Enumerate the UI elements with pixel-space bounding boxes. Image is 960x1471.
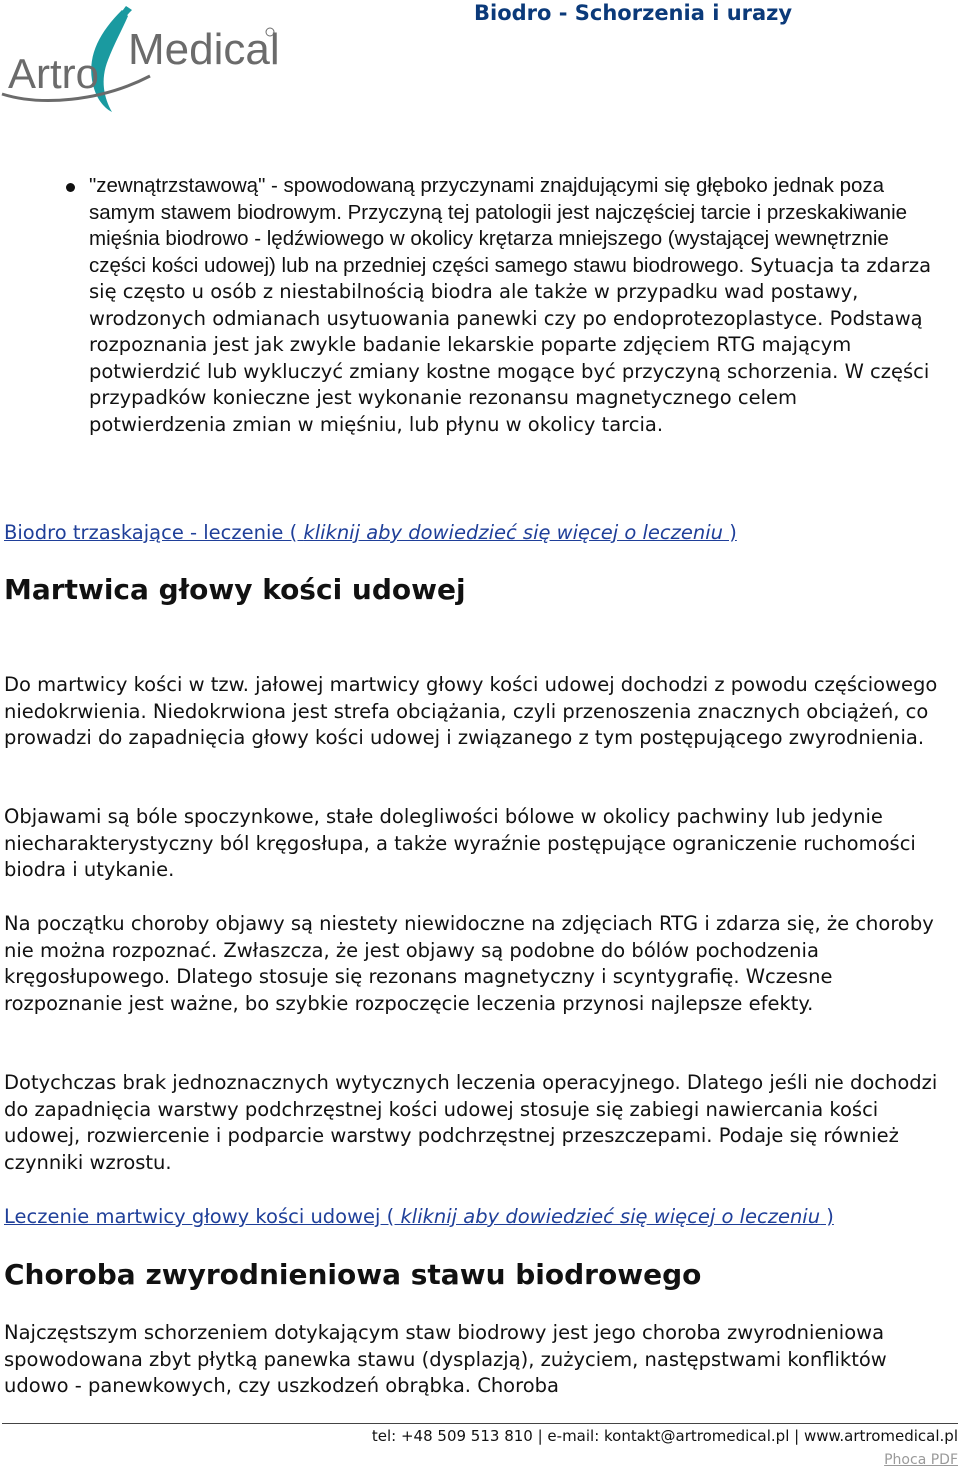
paragraph: Najczęstszym schorzeniem dotykającym staw biodrowy jest jego choroba zwyrodnieniowa spowodowana zbyt płytką panewka stawu (dysplazją), zużyciem, następstwami konfliktów udowo - panewkowych, czy uszkodzeń obrąbka. Choroba bbox=[4, 1321, 887, 1397]
logo-brand-medical: Medical bbox=[128, 25, 280, 74]
link-italic-text: kliknij aby dowiedzieć się więcej o leczeniu bbox=[400, 1205, 821, 1228]
necrosis-treatment-link[interactable] bbox=[4, 1204, 834, 1230]
paragraph: Na początku choroby objawy są niestety niewidoczne na zdjęciach RTG i zdarza się, że choroby nie można rozpoznać. Zwłaszcza, że jest objawy są podobne do bólów pochodzenia kręgosłupowego. Dlatego stosuje się rezonans magnetyczny i scyntygrafię. Wczesne rozpoznanie jest ważne, bo szybkie rozpoczęcie leczenia przynosi najlepsze efekty. bbox=[4, 912, 934, 1015]
paragraph: Do martwicy kości w tzw. jałowej martwicy głowy kości udowej dochodzi z powodu częściowego niedokrwienia. Niedokrwiona jest strefa obciążania, czyli przenoszenia znacznych obciążeń, co prowadzi do zapadnięcia głowy kości udowej i związanego z tym postępującego zwyrodnienia. bbox=[4, 673, 938, 749]
link-italic-text: kliknij aby dowiedzieć się więcej o leczeniu bbox=[303, 521, 724, 544]
hip-snapping-treatment-link[interactable] bbox=[4, 520, 737, 546]
footer-divider bbox=[2, 1423, 958, 1424]
list-item-text-part1: "zewnątrzstawową" - spowodowaną przyczynami znajdującymi się głęboko jednak poza samym stawem biodrowym. Przyczyną tej patologii jest najczęściej tarcie i przeskakiwanie mięśnia biodrowo - lędźwiowego w okolicy krętarza mniejszego (wystającej wewnętrznie części kości udowej) lub na przedniej części samego stawu biodrowego. bbox=[89, 174, 908, 277]
section-heading-necrosis: Martwica głowy kości udowej bbox=[4, 573, 466, 606]
phoca-pdf-link[interactable]: Phoca PDF bbox=[884, 1452, 958, 1468]
logo-brand-artro: Artro bbox=[8, 50, 100, 97]
list-item-text bbox=[89, 173, 940, 438]
link-text: Leczenie martwicy głowy kości udowej ( bbox=[4, 1205, 401, 1228]
paragraph: Objawami są bóle spoczynkowe, stałe dolegliwości bólowe w okolicy pachwiny lub jedynie niecharakterystyczny ból kręgosłupa, a także wyraźnie postępujące ograniczenie ruchomości biodra i utykanie. bbox=[4, 805, 916, 881]
document-header-title: Biodro - Schorzenia i urazy bbox=[474, 1, 793, 25]
link-close: ) bbox=[820, 1205, 834, 1228]
list-item-text-part2: Sytuacja ta zdarza się często u osób z niestabilnością biodra ale także w przypadku wad postawy, wrodzonych odmianach usytuowania panewki czy po endoprotezoplastyce. Podstawą rozpoznania jest jak zwykle badanie lekarskie poparte zdjęciem RTG mającym potwierdzić lub wykluczyć zmiany kostne mogące być przyczyną schorzenia. W części przypadków konieczne jest wykonanie rezonansu magnetycznego celem potwierdzenia zmian w mięśniu, lub płynu w okolicy tarcia. bbox=[89, 253, 932, 436]
paragraph: Dotychczas brak jednoznacznych wytycznych leczenia operacyjnego. Dlatego jeśli nie dochodzi do zapadnięcia warstwy podchrzęstnej kości udowej stosuje się zabiegi nawiercania kości udowej, rozwiercenie i podparcie warstwy podchrzęstnej przeszczepami. Podaje się również czynniki wzrostu. bbox=[4, 1071, 938, 1174]
bullet-icon bbox=[66, 183, 75, 192]
link-close: ) bbox=[723, 521, 737, 544]
link-text: Biodro trzaskające - leczenie ( bbox=[4, 521, 304, 544]
artromedical-logo bbox=[0, 2, 290, 114]
section-heading-degenerative: Choroba zwyrodnieniowa stawu biodrowego bbox=[4, 1258, 702, 1291]
footer-contact: tel: +48 509 513 810 | e-mail: kontakt@artromedical.pl | www.artromedical.pl bbox=[371, 1427, 958, 1445]
